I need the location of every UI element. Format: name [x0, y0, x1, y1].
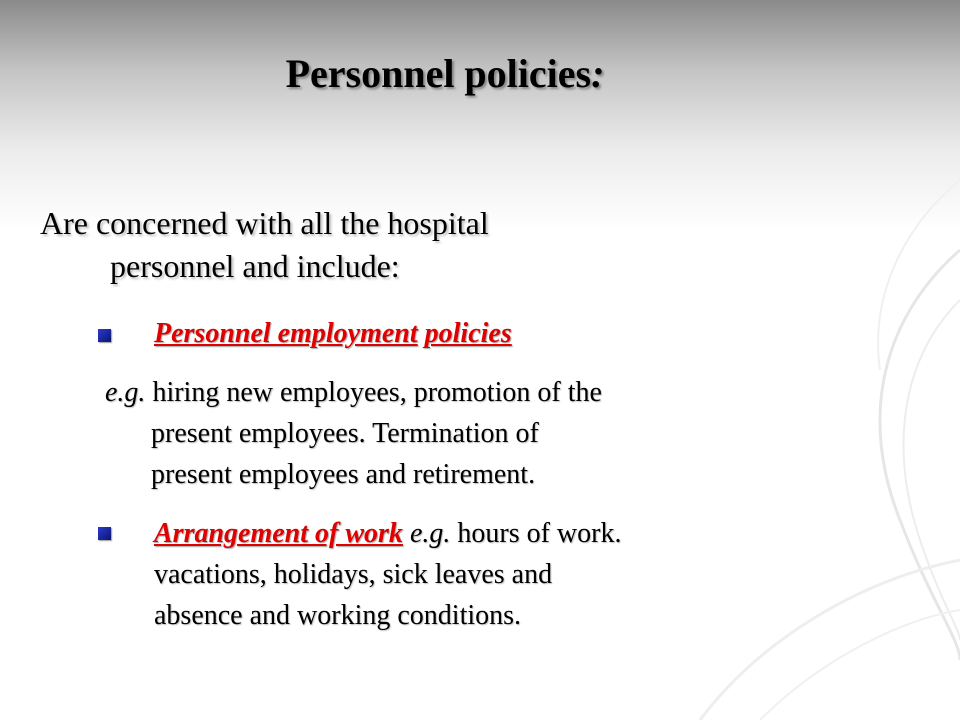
example-employment	[105, 372, 805, 495]
bullet-2-line-1: Arrangement of work e.g. hours of work.	[154, 518, 622, 549]
bullet-2-line-2: vacations, holidays, sick leaves and	[154, 559, 553, 590]
bullet-2-text	[154, 513, 814, 636]
example-line-3: present employees and retirement.	[151, 459, 536, 490]
page-title: Personnel policies:	[285, 51, 605, 96]
example-line-1: e.g. hiring new employees, promotion of the	[105, 377, 602, 408]
bullet-1-term-2: policies	[424, 318, 512, 349]
intro-text	[40, 202, 740, 288]
square-bullet-icon	[98, 329, 111, 342]
example-line-2: present employees. Termination of	[151, 418, 539, 449]
bullet-2-term: Arrangement of work	[154, 518, 403, 549]
title-colon: :	[591, 51, 605, 96]
intro-line-2: personnel and include:	[110, 248, 400, 284]
intro-line-1: Are concerned with all the hospital	[40, 205, 489, 241]
bullet-1-term-1: Personnel employment	[154, 318, 418, 349]
square-bullet-icon	[98, 527, 111, 540]
bullet-1-text	[154, 315, 512, 353]
bullet-2-line-3: absence and working conditions.	[154, 600, 522, 631]
